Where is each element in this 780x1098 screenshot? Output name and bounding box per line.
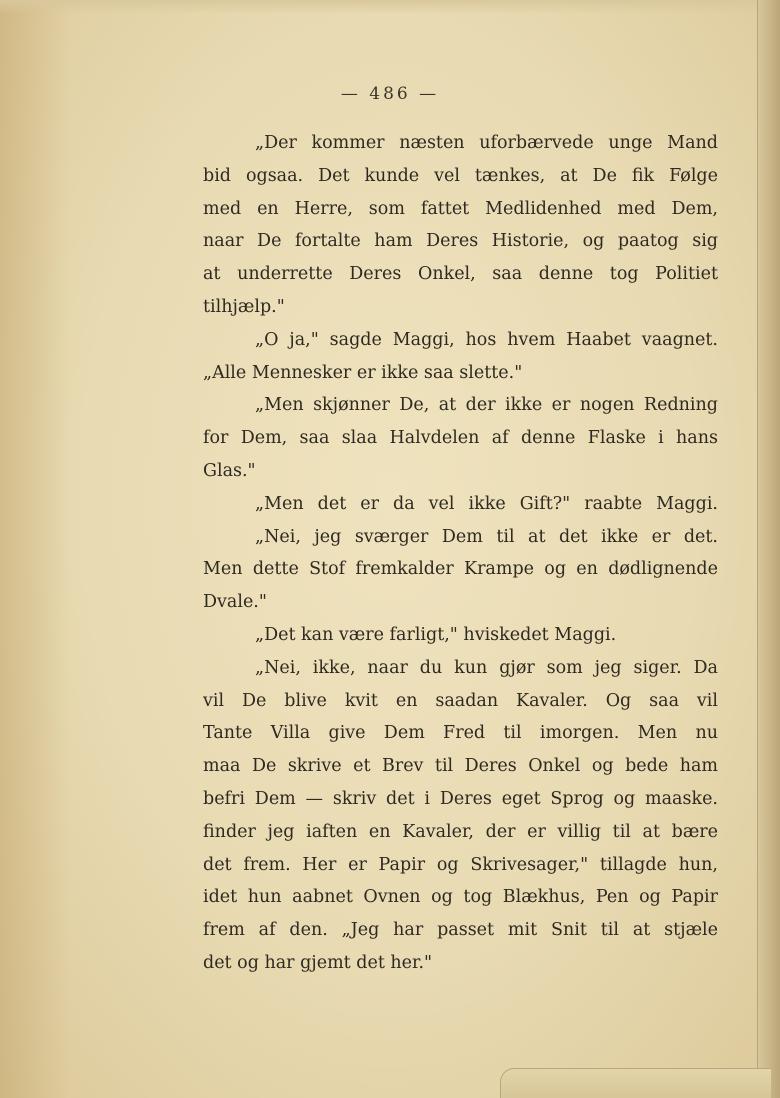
- text-line: bid ogsaa. Det kunde vel tænkes, at De fik Følge: [203, 165, 718, 186]
- text-line: frem af den. „Jeg har passet mit Snit til at stjæle: [203, 920, 718, 941]
- page-bottom-tab: [500, 1068, 771, 1098]
- text-line: at underrette Deres Onkel, saa denne tog Politiet: [203, 264, 718, 285]
- text-line: „Nei, ikke, naar du kun gjør som jeg siger. Da: [255, 657, 718, 678]
- text-line: „Men skjønner De, at der ikke er nogen Redning: [255, 395, 718, 416]
- page-top-edge: [0, 0, 780, 14]
- text-line: Dvale.": [203, 592, 267, 613]
- text-line: for Dem, saa slaa Halvdelen af denne Flaske i hans: [203, 428, 718, 449]
- text-line: idet hun aabnet Ovnen og tog Blækhus, Pen og Papir: [203, 887, 718, 908]
- text-line: det og har gjemt det her.": [203, 952, 433, 973]
- text-line: „Der kommer næsten uforbærvede unge Mand: [255, 133, 718, 153]
- text-line: befri Dem — skriv det i Deres eget Sprog og maaske.: [203, 788, 718, 809]
- text-line: „O ja," sagde Maggi, hos hvem Haabet vaagnet.: [255, 329, 718, 350]
- text-line: „Nei, jeg sværger Dem til at det ikke er det.: [255, 526, 718, 547]
- text-line: Men dette Stof fremkalder Krampe og en dødlignende: [203, 559, 718, 580]
- text-line: med en Herre, som fattet Medlidenhed med Dem,: [203, 198, 718, 219]
- text-line: „Men det er da vel ikke Gift?" raabte Maggi.: [255, 493, 718, 514]
- text-line: „Det kan være farligt," hviskedet Maggi.: [255, 624, 617, 645]
- text-line: tilhjælp.": [203, 296, 285, 317]
- text-line: finder jeg iaften en Kavaler, der er villig til at bære: [203, 821, 718, 842]
- body-text: [203, 127, 718, 980]
- text-line: maa De skrive et Brev til Deres Onkel og bede ham: [203, 756, 718, 777]
- text-line: „Alle Mennesker er ikke saa slette.": [203, 362, 523, 383]
- page-number: — 486 —: [340, 84, 440, 104]
- page-right-edge: [757, 0, 780, 1098]
- text-line: Tante Villa give Dem Fred til imorgen. Men nu: [203, 723, 718, 744]
- text-line: vil De blive kvit en saadan Kavaler. Og saa vil: [203, 690, 718, 711]
- text-line: Glas.": [203, 460, 256, 481]
- text-line: det frem. Her er Papir og Skrivesager," tillagde hun,: [203, 854, 718, 875]
- page-gutter-shadow: [0, 0, 70, 1098]
- text-line: naar De fortalte ham Deres Historie, og paatog sig: [203, 231, 718, 252]
